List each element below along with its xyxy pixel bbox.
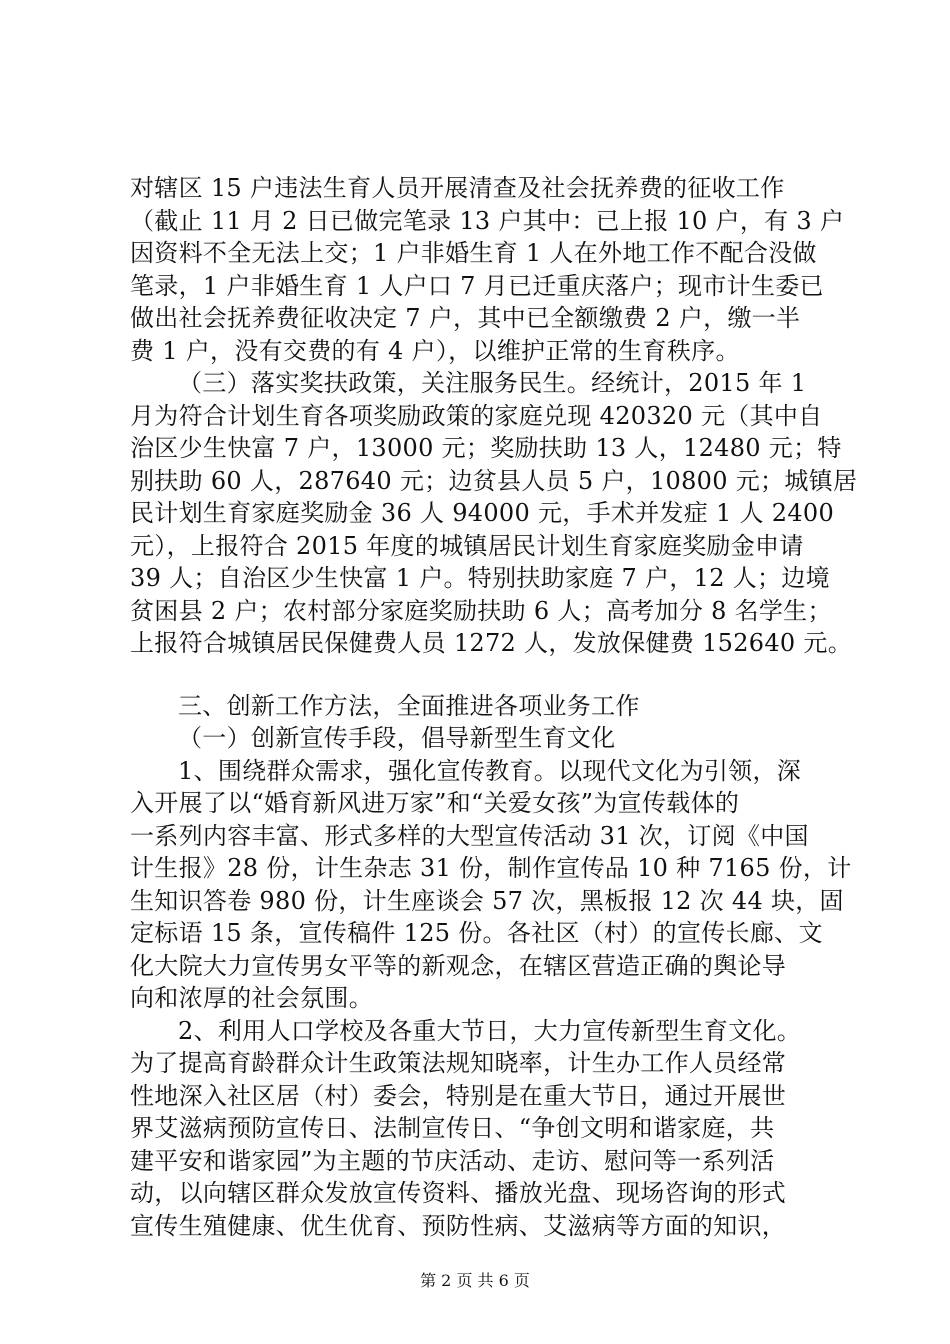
text-line: 生知识答卷 980 份，计生座谈会 57 次，黑板报 12 次 44 块，固 [130,886,844,915]
subsection-heading: （一）创新宣传手段，倡导新型生育文化 [178,724,616,752]
text-line: 界艾滋病预防宣传日、法制宣传日、“争创文明和谐家庭，共 [130,1114,775,1142]
text-line: 计生报》28 份，计生杂志 31 份，制作宣传品 10 种 7165 份，计 [130,854,852,882]
text-line: 宣传生殖健康、优生优育、预防性病、艾滋病等方面的知识， [130,1211,787,1240]
document-body [130,172,858,1242]
text-line: 建平安和谐家园”为主题的节庆活动、走访、慰问等一系列活 [130,1146,775,1175]
paragraph-population-school [130,1015,850,1243]
section-heading: 三、创新工作方法，全面推进各项业务工作 [178,691,640,720]
text-line: 为了提高育龄群众计生政策法规知晓率，计生办工作人员经常 [130,1049,787,1077]
text-line: 定标语 15 条，宣传稿件 125 份。各社区（村）的宣传长廊、文 [130,919,823,947]
text-line: 因资料不全无法上交；1 户非婚生育 1 人在外地工作不配合没做 [130,239,817,267]
text-line: 笔录，1 户非婚生育 1 人户口 7 月已迁重庆落户；现市计生委已 [130,271,824,300]
paragraph-gap [130,660,850,690]
text-line: 对辖区 15 户违法生育人员开展清查及社会抚养费的征收工作 [130,174,785,202]
text-line: 一系列内容丰富、形式多样的大型宣传活动 31 次，订阅《中国 [130,821,809,850]
text-line: 1、围绕群众需求，强化宣传教育。以现代文化为引领，深 [178,756,802,785]
text-line: 动，以向辖区群众发放宣传资料、播放光盘、现场咨询的形式 [130,1179,787,1207]
text-line: 别扶助 60 人，287640 元；边贫县人员 5 户，10800 元；城镇居 [130,466,858,495]
text-line: 39 人；自治区少生快富 1 户。特别扶助家庭 7 户，12 人；边境 [130,564,830,592]
text-line: 入开展了以“婚育新风进万家”和“关爱女孩”为宣传载体的 [130,789,740,817]
text-line: 月为符合计划生育各项奖励政策的家庭兑现 420320 元（其中自 [130,401,823,430]
text-line: 元），上报符合 2015 年度的城镇居民计划生育家庭奖励金申请 [130,531,804,560]
text-line: 民计划生育家庭奖励金 36 人 94000 元，手术并发症 1 人 2400 [130,499,835,527]
paragraph-reward-policies [130,367,858,660]
text-line: 治区少生快富 7 户，13000 元；奖励扶助 13 人，12480 元；特 [130,434,842,462]
text-line: （三）落实奖扶政策，关注服务民生。经统计，2015 年 1 [178,369,807,397]
paragraph-penalty-collection [130,172,850,367]
paragraph-publicity-education [130,755,850,1015]
text-line: 做出社会抚养费征收决定 7 户，其中已全额缴费 2 户，缴一半 [130,304,801,332]
text-line: 费 1 户，没有交费的有 4 户），以维护正常的生育秩序。 [130,336,740,365]
text-line: 化大院大力宣传男女平等的新观念，在辖区营造正确的舆论导 [130,951,787,980]
text-line: 上报符合城镇居民保健费人员 1272 人，发放保健费 152640 元。 [130,629,853,657]
page-number-footer: 第 2 页 共 6 页 [420,1271,530,1290]
text-line: （截止 11 月 2 日已做完笔录 13 户其中：已上报 10 户，有 3 户 [130,206,845,235]
text-line: 向和浓厚的社会氛围。 [130,984,373,1012]
text-line: 2、利用人口学校及各重大节日，大力宣传新型生育文化。 [178,1016,802,1045]
text-line: 性地深入社区居（村）委会，特别是在重大节日，通过开展世 [130,1081,787,1110]
text-line: 贫困县 2 户；农村部分家庭奖励扶助 6 人；高考加分 8 名学生； [130,596,832,625]
